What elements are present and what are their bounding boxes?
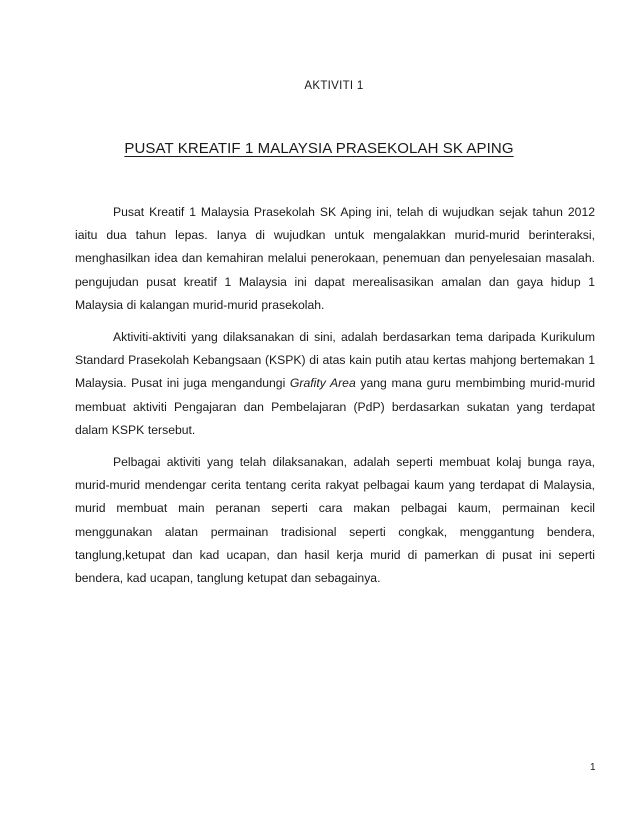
page-number: 1 bbox=[590, 762, 596, 773]
paragraph-1: Pusat Kreatif 1 Malaysia Prasekolah SK Aping ini, telah di wujudkan sejak tahun 2012 iaitu dua tahun lepas. Ianya di wujudkan untuk mengalakkan murid-murid berinteraksi, menghasilkan idea dan kemahiran melalui penerokaan, penemuan dan penyelesaian masalah. pengujudan pusat kreatif 1 Malaysia ini dapat merealisasikan amalan dan gaya hidup 1 Malaysia di kalangan murid-murid prasekolah. bbox=[75, 205, 595, 312]
activity-heading: AKTIVITI 1 bbox=[304, 80, 364, 92]
grafity-area-emphasis: Grafity Area bbox=[289, 376, 356, 391]
paragraph-2-part-2: yang mana guru membimbing murid-murid membuat aktiviti Pengajaran dan Pembelajaran (PdP) berdasarkan sukatan yang terdapat dalam KSPK tersebut. bbox=[75, 376, 596, 437]
document-body bbox=[75, 201, 595, 599]
paragraph-3: Pelbagai aktiviti yang telah dilaksanakan, adalah seperti membuat kolaj bunga raya, murid-murid mendengar cerita tentang cerita rakyat pelbagai kaum yang terdapat di Malaysia, murid membuat main peranan seperti cara makan pelbagai kaum, permainan kecil menggunakan alatan permainan tradisional seperti congkak, menggantung bendera, tanglung,ketupat dan kad ucapan, dan hasil kerja murid di pamerkan di pusat ini seperti bendera, kad ucapan, tanglung ketupat dan sebagainya. bbox=[75, 455, 595, 586]
paragraph-2-part-1: Aktiviti-aktiviti yang dilaksanakan di sini, adalah berdasarkan tema daripada Kurikulum Standard Prasekolah Kebangsaan (KSPK) di atas kain putih atau kertas mahjong bertemakan 1 Malaysia. Pusat ini juga mengandungi bbox=[75, 330, 595, 391]
paragraph-2 bbox=[75, 326, 595, 442]
document-title: PUSAT KREATIF 1 MALAYSIA PRASEKOLAH SK APING bbox=[124, 140, 514, 157]
